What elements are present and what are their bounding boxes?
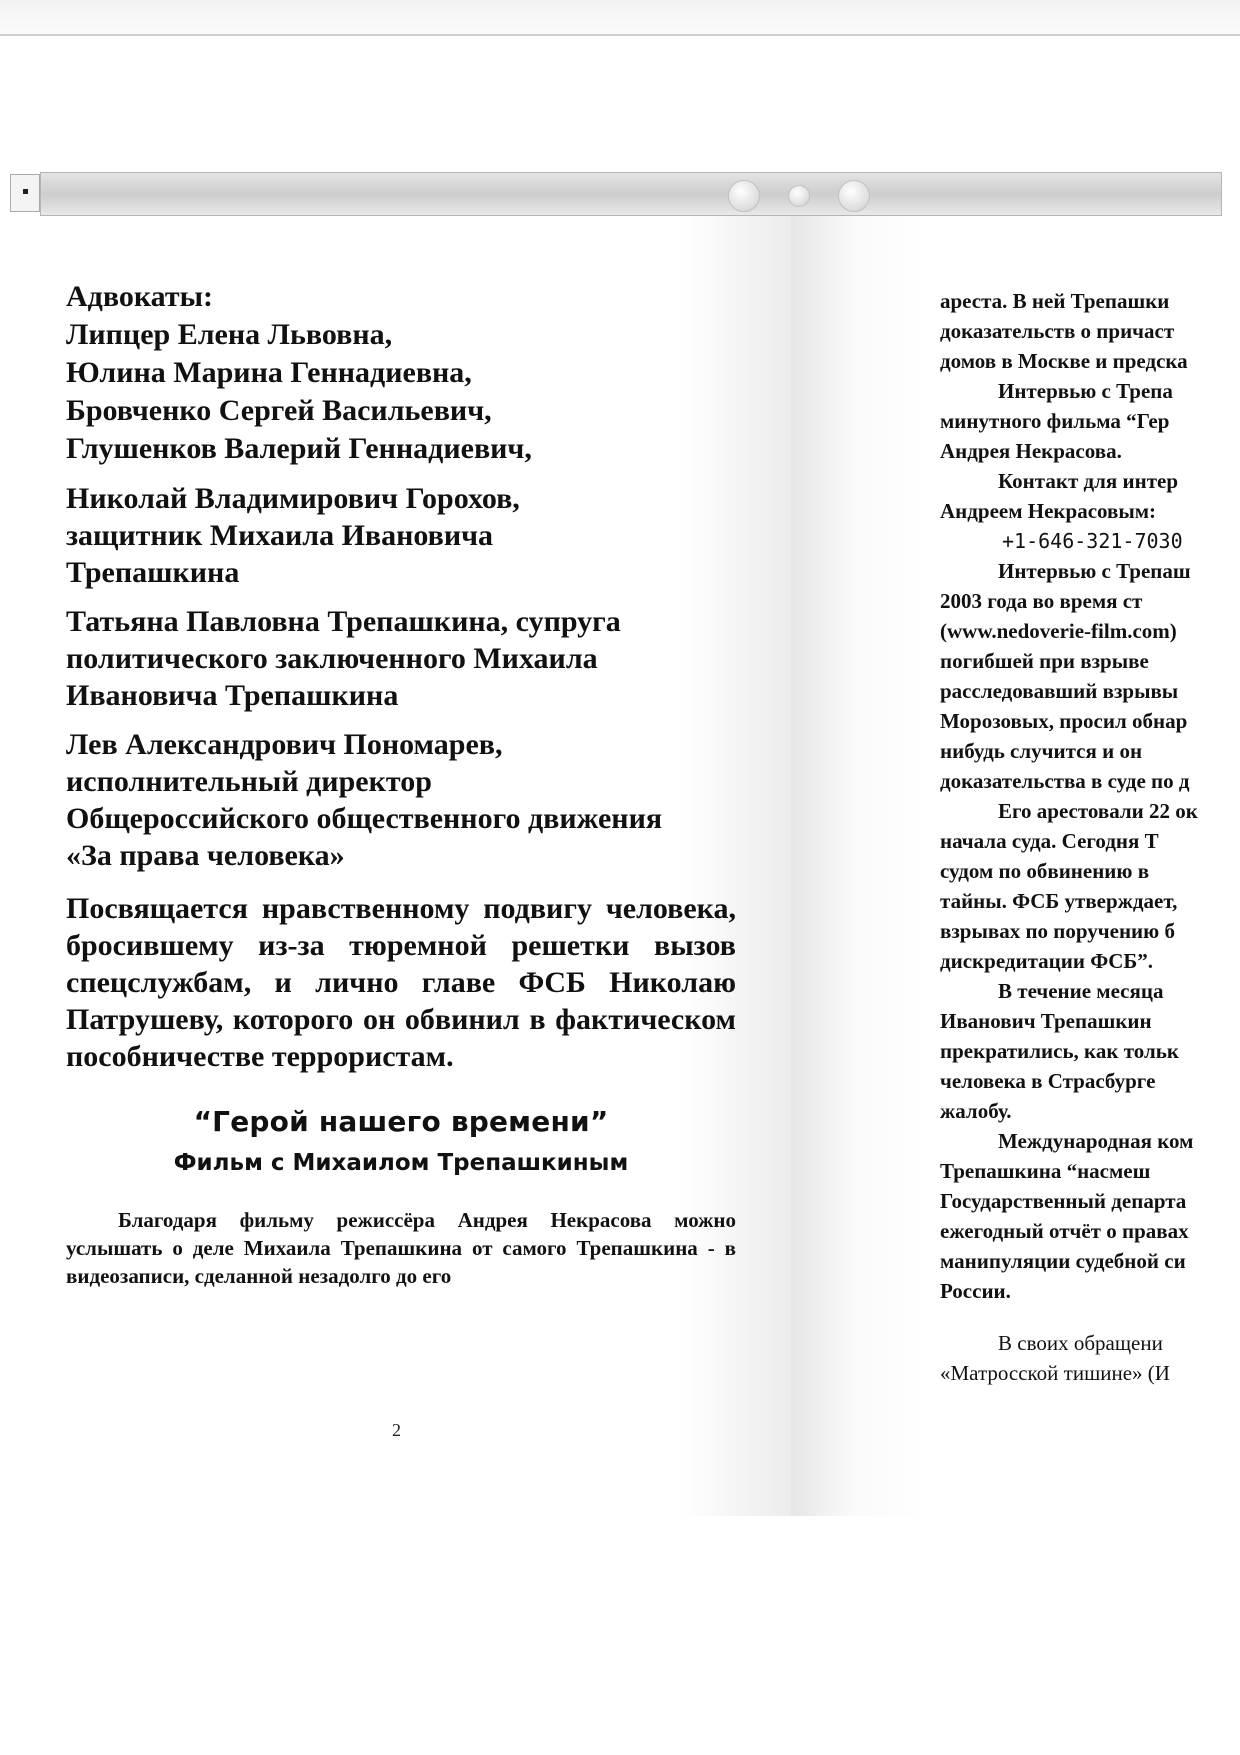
text-line: доказательства в суде по д — [940, 769, 1190, 793]
lawyers-heading: Адвокаты: — [66, 280, 214, 313]
text-line: России. — [940, 1279, 1011, 1303]
signatory-line: «За права человека» — [66, 839, 345, 872]
text-line: домов в Москве и предска — [940, 349, 1188, 373]
right-page-content — [940, 286, 1240, 1388]
signatory-line: политического заключенного Михаила — [66, 642, 598, 675]
film-subtitle: Фильм с Михаилом Трепашкиным — [173, 1150, 629, 1176]
text-line: прекратились, как тольк — [940, 1039, 1179, 1063]
signatory-line: Лев Александрович Пономарев, — [66, 728, 503, 761]
binder-strip — [40, 172, 1222, 216]
text-line: 2003 года во время ст — [940, 589, 1143, 613]
signatory-gorokhov — [66, 480, 736, 591]
binder-ring-icon — [728, 180, 760, 212]
text-line: В течение месяца — [998, 979, 1164, 1003]
binder-end-marker — [10, 174, 40, 212]
text-line: взрывах по поручению б — [940, 919, 1175, 943]
binder-ring-icon — [788, 185, 810, 207]
lawyer-name: Глушенков Валерий Геннадиевич, — [66, 432, 532, 465]
lawyers-block — [66, 278, 736, 468]
text-line: Андрея Некрасова. — [940, 439, 1122, 463]
signatory-line: Трепашкина — [66, 556, 240, 589]
text-line: Государственный департа — [940, 1189, 1187, 1213]
signatory-line: Общероссийского общественного движения — [66, 802, 663, 835]
lawyer-name: Бровченко Сергей Васильевич, — [66, 394, 492, 427]
signatory-line: Николай Владимирович Горохов, — [66, 482, 520, 515]
text-line: человека в Страсбурге — [940, 1069, 1156, 1093]
text-line: тайны. ФСБ утверждает, — [940, 889, 1178, 913]
signatory-trepashkina — [66, 603, 736, 714]
text-line: Контакт для интер — [998, 469, 1179, 493]
text-line: Трепашкина “насмеш — [940, 1159, 1151, 1183]
signatory-line: Татьяна Павловна Трепашкина, супруга — [66, 605, 621, 638]
text-line: Его арестовали 22 ок — [998, 799, 1198, 823]
lawyer-name: Липцер Елена Львовна, — [66, 318, 393, 351]
text-line: Интервью с Трепаш — [998, 559, 1191, 583]
page-number: 2 — [392, 1420, 401, 1440]
dedication-paragraph: Посвящается нравственному подвигу человека, бросившему из-за тюремной решетки вызов спецслужбам, и лично главе ФСБ Николаю Патрушеву, которого он обвинил в фактическом пособничестве террористам. — [66, 892, 736, 1073]
lawyer-name: Юлина Марина Геннадиевна, — [66, 356, 472, 389]
text-line: «Матросской тишине» (И — [940, 1361, 1170, 1385]
film-paragraph: Благодаря фильму режиссёра Андрея Некрасова можно услышать о деле Михаила Трепашкина от самого Трепашкина - в видеозаписи, сделанной незадолго до его — [66, 1208, 736, 1288]
film-title: “Герой нашего времени” — [193, 1105, 609, 1138]
text-line: манипуляции судебной си — [940, 1249, 1186, 1273]
text-line: Андреем Некрасовым: — [940, 499, 1157, 523]
text-line: погибшей при взрыве — [940, 649, 1149, 673]
text-line: Морозовых, просил обнар — [940, 709, 1188, 733]
phone-number: +1-646-321-7030 — [1002, 529, 1183, 553]
text-line: Иванович Трепашкин — [940, 1009, 1152, 1033]
text-line: начала суда. Сегодня Т — [940, 829, 1159, 853]
text-line: ареста. В ней Трепашки — [940, 289, 1170, 313]
text-line: доказательств о причаст — [940, 319, 1175, 343]
text-line: Международная ком — [998, 1129, 1194, 1153]
signatory-line: исполнительный директор — [66, 765, 432, 798]
text-line: судом по обвинению в — [940, 859, 1150, 883]
text-line: жалобу. — [940, 1099, 1012, 1123]
signatory-line: Ивановича Трепашкина — [66, 679, 399, 712]
signatory-ponomarev — [66, 726, 736, 874]
binder-ring-icon — [838, 180, 870, 212]
text-line: расследовавший взрывы — [940, 679, 1179, 703]
signatory-line: защитник Михаила Ивановича — [66, 519, 494, 552]
scanner-edge — [0, 0, 1240, 36]
text-line: ежегодный отчёт о правах — [940, 1219, 1189, 1243]
text-line: минутного фильма “Гер — [940, 409, 1170, 433]
text-line: дискредитации ФСБ”. — [940, 949, 1154, 973]
text-line: В своих обращени — [998, 1331, 1163, 1355]
left-page-content — [66, 278, 736, 1311]
text-line: Интервью с Трепа — [998, 379, 1173, 403]
text-line: нибудь случится и он — [940, 739, 1143, 763]
text-line: (www.nedoverie-film.com) — [940, 619, 1177, 643]
